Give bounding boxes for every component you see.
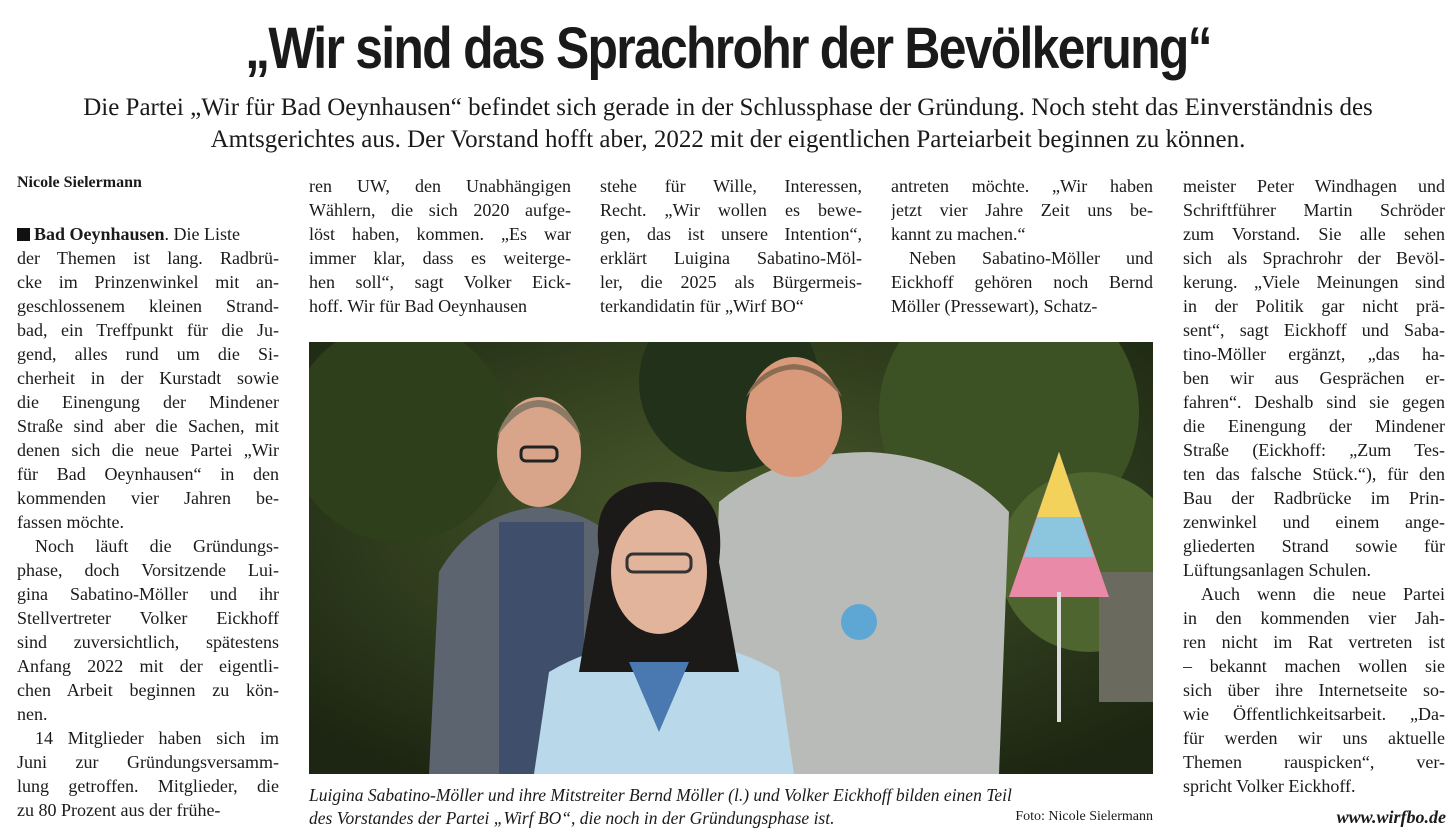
col5-line: Schriftführer Martin Schröder (1183, 200, 1445, 220)
col3-line: stehe für Wille, Interessen, (600, 176, 862, 196)
article-photo (309, 342, 1153, 774)
col5-line: in den kommenden vier Jah- (1183, 608, 1445, 628)
col3-line: erklärt Luigina Sabatino-Möl- (600, 248, 862, 268)
subhead-line-1: Die Partei „Wir für Bad Oeynhausen“ befindet sich gerade in der Schlussphase der Gründung. Noch steht das Einverständnis des (83, 94, 1373, 121)
col1-line: der Themen ist lang. Radbrü- (17, 248, 279, 268)
col1-line-text: . Die Liste (164, 224, 241, 244)
col3-line: terkandidatin für „Wirf BO“ (600, 296, 804, 316)
col2-line: immer klar, dass es weiterge- (309, 248, 571, 268)
col1-line: gend, alles rund um die Si- (17, 344, 279, 364)
col5-line: Themen rauspicken“, ver- (1183, 752, 1445, 772)
col1-line: sind zuversichtlich, spätestens (17, 632, 279, 652)
col4-line: jetzt vier Jahre Zeit uns be- (891, 200, 1153, 220)
col1-line: cke im Prinzenwinkel mit an- (17, 272, 279, 292)
col2-line: hoff. Wir für Bad Oeynhausen (309, 296, 528, 316)
col5-line: meister Peter Windhagen und (1183, 176, 1445, 196)
col1-line (17, 222, 279, 246)
headline: „Wir sind das Sprachrohr der Bevölkerung“ (245, 16, 1211, 81)
col4-line: Neben Sabatino-Möller und (909, 248, 1153, 268)
col5-line: ben wir aus Gesprächen er- (1183, 368, 1445, 388)
col1-line: fassen möchte. (17, 512, 124, 532)
col1-line: die Einengung der Mindener (17, 392, 279, 412)
col5-line: ren nicht im Rat vertreten ist (1183, 632, 1445, 652)
col5-line: für werden wir uns aktuelle (1183, 728, 1445, 748)
col5-line: – bekannt machen wollen sie (1183, 656, 1445, 676)
col5-line: sent“, sagt Eickhoff und Saba- (1183, 320, 1445, 340)
col1-line: Noch läuft die Gründungs- (35, 536, 279, 556)
photo-credit: Foto: Nicole Sielermann (1015, 809, 1153, 824)
col1-line: nen. (17, 704, 48, 724)
col1-line: chen Arbeit beginnen zu kön- (17, 680, 279, 700)
caption-line-1: Luigina Sabatino-Möller und ihre Mitstreiter Bernd Möller (l.) und Volker Eickhoff bilden einen Teil (309, 785, 1012, 805)
col1-line: für Bad Oeynhausen“ in den (17, 464, 279, 484)
col5-line: Straße (Eickhoff: „Zum Tes- (1183, 440, 1445, 460)
photo-illustration (309, 342, 1153, 774)
col5-line: Lüftungsanlagen Schulen. (1183, 560, 1371, 580)
col4-line: antreten möchte. „Wir haben (891, 176, 1153, 196)
col1-line: Straße sind aber die Sachen, mit (17, 416, 279, 436)
article-column-2 (309, 174, 571, 318)
article-column-4 (891, 174, 1153, 318)
col3-line: gen, das ist unsere Intention“, (600, 224, 862, 244)
col3-line: ler, die 2025 als Bürgermeis- (600, 272, 862, 292)
col4-line: kannt zu machen.“ (891, 224, 1026, 244)
dateline-square-icon (17, 228, 30, 241)
author-byline: Nicole Sielermann (17, 174, 142, 191)
col5-line: gliederten Strand sowie für (1183, 536, 1445, 556)
col1-line: 14 Mitglieder haben sich im (35, 728, 279, 748)
col5-line: ten das falsche Stück.“), für den (1183, 464, 1445, 484)
col5-line: tino-Möller ergänzt, „das ha- (1183, 344, 1445, 364)
col5-line: sich als Sprachrohr der Bevöl- (1183, 248, 1445, 268)
col2-line: Wählern, die sich 2020 aufge- (309, 200, 571, 220)
col5-line: kerung. „Viele Meinungen sind (1183, 272, 1445, 292)
col5-line: spricht Volker Eickhoff. (1183, 776, 1356, 796)
col2-line: löst haben, kommen. „Es war (309, 224, 571, 244)
col1-line: bad, ein Treffpunkt für die Ju- (17, 320, 279, 340)
col4-line: Möller (Pressewart), Schatz- (891, 296, 1098, 316)
col1-line: Stellvertreter Volker Eickhoff (17, 608, 279, 628)
col1-line: gina Sabatino-Möller und ihr (17, 584, 279, 604)
article-column-3 (600, 174, 862, 318)
col5-line: fahren“. Deshalb sind sie gegen (1183, 392, 1445, 412)
col2-line: ren UW, den Unabhängigen (309, 176, 571, 196)
col1-line: Anfang 2022 mit der eigentli- (17, 656, 279, 676)
caption-line-2: des Vorstandes der Partei „Wirf BO“, die noch in der Gründungsphase ist. (309, 808, 835, 828)
col4-line: Eickhoff gehören noch Bernd (891, 272, 1153, 292)
subheadline (10, 92, 1446, 156)
col1-line: geschlossenem kleinen Strand- (17, 296, 279, 316)
col5-line: zenwinkel und einem ange- (1183, 512, 1445, 532)
col5-line: Bau der Radbrücke im Prin- (1183, 488, 1445, 508)
subhead-line-2: Amtsgerichtes aus. Der Vorstand hofft aber, 2022 mit der eigentlichen Parteiarbeit beginnen zu können. (210, 126, 1246, 153)
col1-line: lung getroffen. Mitglieder, die (17, 776, 279, 796)
article-column-1 (17, 222, 279, 822)
col1-line: Juni zur Gründungsversamm- (17, 752, 279, 772)
col5-line: in der Politik gar nicht prä- (1183, 296, 1445, 316)
col1-line: denen sich die neue Partei „Wir (17, 440, 279, 460)
col5-line: sich über ihre Internetseite so- (1183, 680, 1445, 700)
col1-line: kommenden vier Jahren be- (17, 488, 279, 508)
col5-line: zum Vorstand. Sie alle sehen (1183, 224, 1445, 244)
party-website-link[interactable]: www.wirfbo.de (1336, 807, 1446, 827)
col5-line: die Einengung der Mindener (1183, 416, 1445, 436)
col5-line: wie Öffentlichkeitsarbeit. „Da- (1183, 704, 1445, 724)
dateline: Bad Oeynhausen (34, 224, 165, 244)
col1-line: cherheit in der Kurstadt sowie (17, 368, 279, 388)
col1-line: phase, doch Vorsitzende Lui- (17, 560, 279, 580)
article-column-5 (1183, 174, 1445, 798)
col5-line: Auch wenn die neue Partei (1201, 584, 1445, 604)
col1-line: zu 80 Prozent aus der frühe- (17, 800, 221, 820)
col3-line: Recht. „Wir wollen es bewe- (600, 200, 862, 220)
col2-line: hen soll“, sagt Volker Eick- (309, 272, 571, 292)
